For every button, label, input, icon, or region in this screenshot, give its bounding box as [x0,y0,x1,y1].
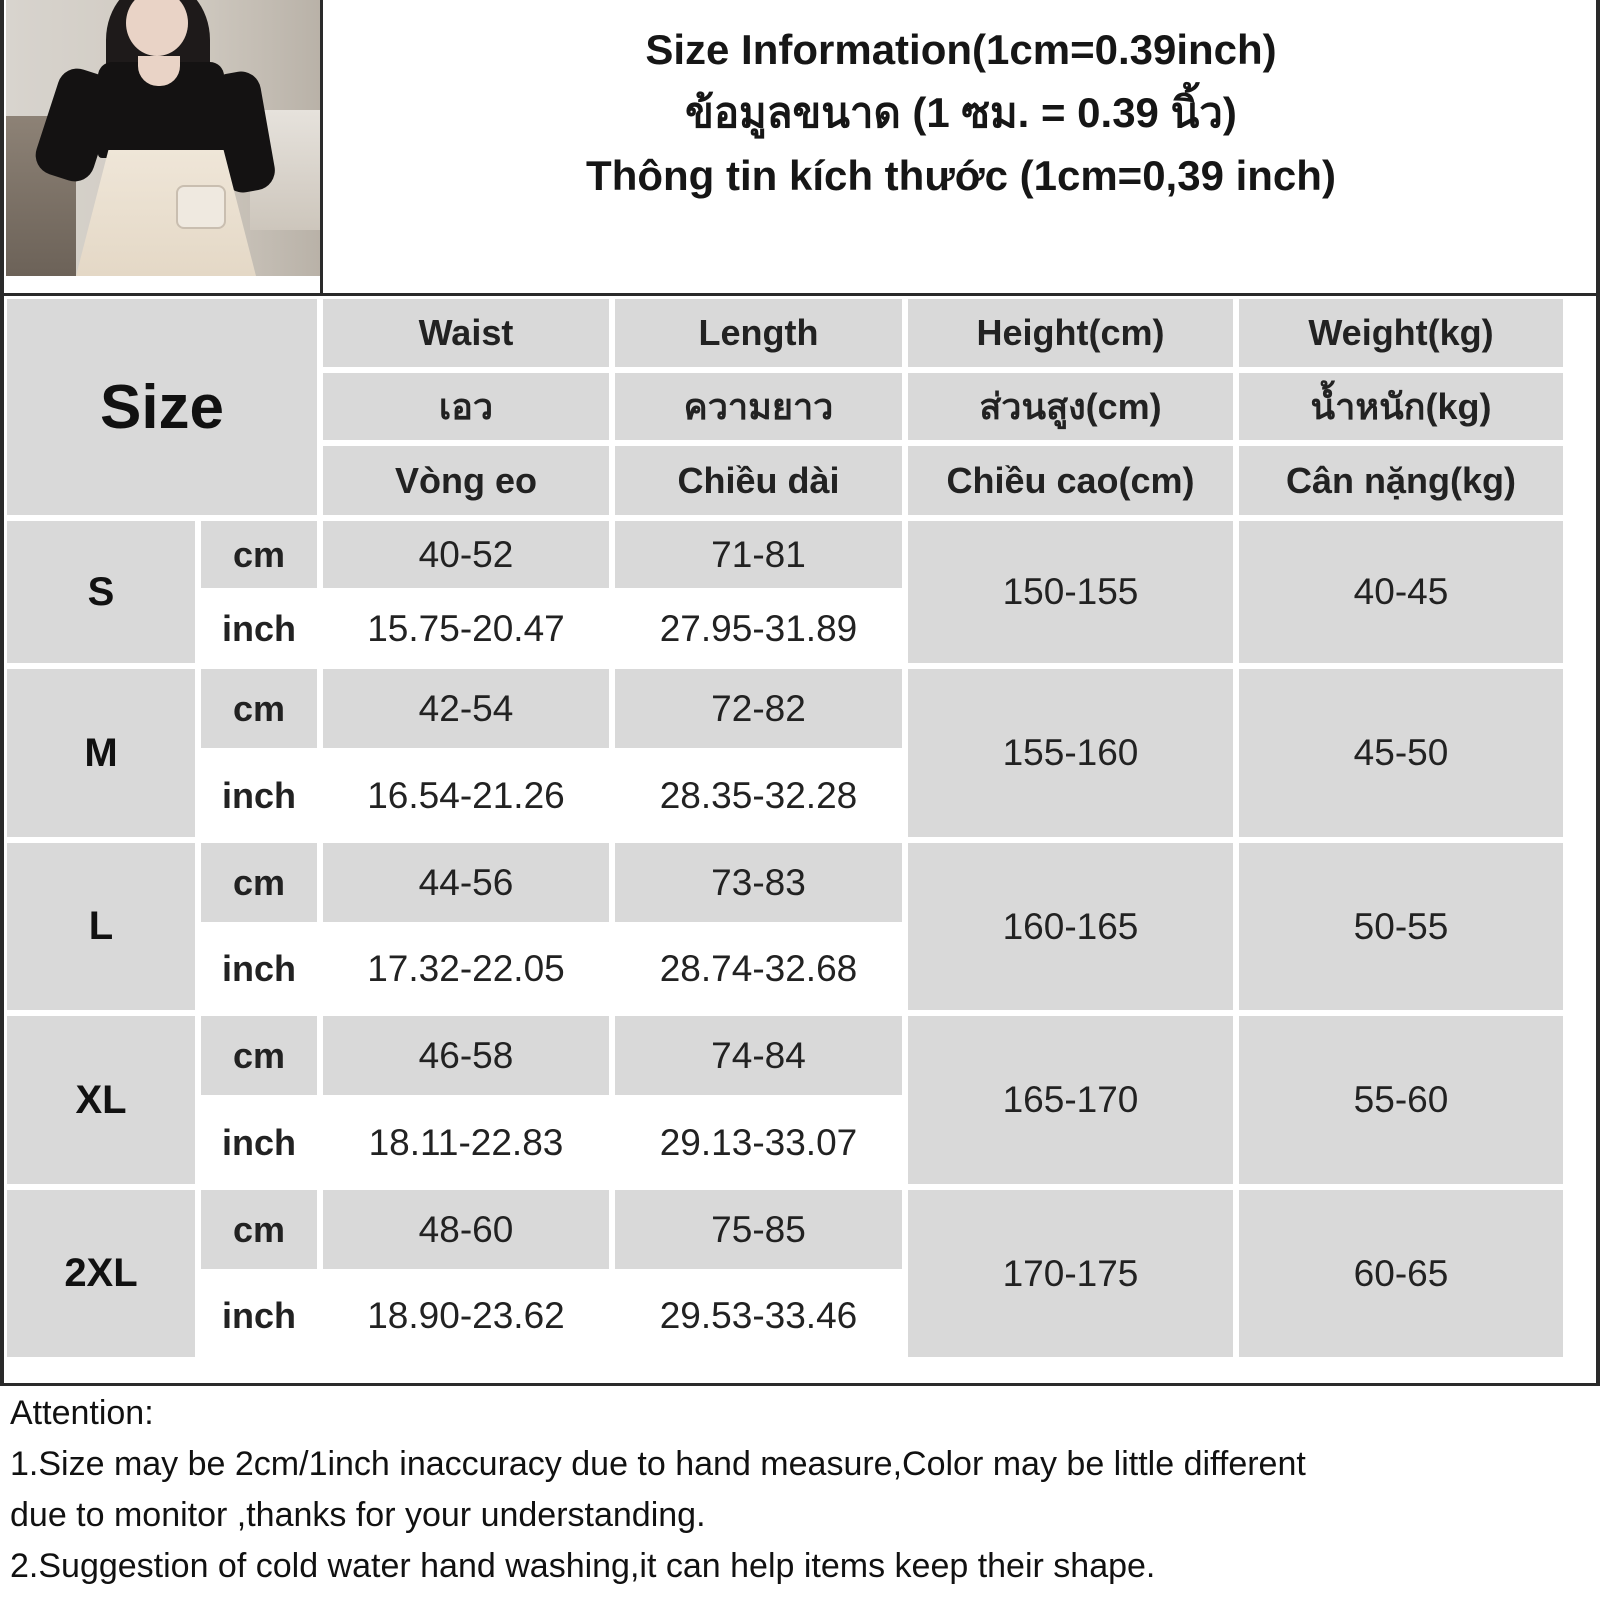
size-header: Size [7,299,317,515]
column-header-th: เอว [323,373,609,440]
column-header-th: ความยาว [615,373,902,440]
size-label: S [7,521,195,663]
length-inch-value: 29.13-33.07 [659,1121,858,1163]
unit-label-cm: cm [201,521,317,588]
height-value: 170-175 [908,1190,1233,1357]
length-cm-value: 72-82 [615,669,902,748]
product-photo [6,0,320,276]
frame-top [0,0,4,1386]
height-value: 165-170 [908,1016,1233,1184]
note-line: 1.Size may be 2cm/1inch inaccuracy due to hand measure,Color may be little different [10,1445,1306,1483]
size-info-title [322,18,1600,207]
unit-label-inch: inch [221,1295,296,1336]
length-inch-value: 27.95-31.89 [659,607,858,649]
unit-label-inch: inch [221,948,296,989]
weight-value: 45-50 [1239,669,1563,837]
length-cm-value: 74-84 [615,1016,902,1095]
unit-label-inch: inch [221,774,296,816]
unit-label-cm: cm [201,1190,317,1269]
waist-cm-value: 42-54 [323,669,609,748]
column-header-th: น้ำหนัก(kg) [1239,373,1563,440]
unit-label-inch: inch [221,1121,296,1163]
notes-divider [0,1383,1600,1386]
column-header-vi: Cân nặng(kg) [1239,446,1563,515]
weight-value: 40-45 [1239,521,1563,663]
waist-cm-value: 46-58 [323,1016,609,1095]
unit-label-cm: cm [201,669,317,748]
unit-label-cm: cm [201,1016,317,1095]
waist-inch-value: 15.75-20.47 [367,607,565,649]
length-cm-value: 73-83 [615,843,902,922]
unit-label-inch: inch [221,607,296,649]
size-label: 2XL [7,1190,195,1357]
waist-cm-value: 44-56 [323,843,609,922]
height-value: 160-165 [908,843,1233,1010]
waist-cm-value: 48-60 [323,1190,609,1269]
weight-value: 55-60 [1239,1016,1563,1184]
waist-inch-value: 18.90-23.62 [367,1295,565,1336]
length-cm-value: 75-85 [615,1190,902,1269]
column-header-en: Waist [323,299,609,367]
note-line: 2.Suggestion of cold water hand washing,it can help items keep their shape. [10,1547,1156,1585]
column-header-th: ส่วนสูง(cm) [908,373,1233,440]
column-header-vi: Chiều cao(cm) [908,446,1233,515]
length-inch-value: 28.74-32.68 [659,948,858,989]
size-label: XL [7,1016,195,1184]
column-header-en: Height(cm) [908,299,1233,367]
column-header-vi: Vòng eo [323,446,609,515]
waist-inch-value: 16.54-21.26 [367,774,565,816]
column-header-vi: Chiều dài [615,446,902,515]
frame-right [1596,0,1600,1386]
size-label: M [7,669,195,837]
waist-cm-value: 40-52 [323,521,609,588]
length-inch-value: 29.53-33.46 [659,1295,858,1336]
length-cm-value: 71-81 [615,521,902,588]
photo-divider [320,0,323,296]
title-line-th: ข้อมูลขนาด (1 ซม. = 0.39 นิ้ว) [685,89,1237,136]
title-line-en: Size Information(1cm=0.39inch) [645,26,1277,73]
title-divider [0,293,1600,296]
waist-inch-value: 18.11-22.83 [368,1121,564,1163]
weight-value: 50-55 [1239,843,1563,1010]
height-value: 150-155 [908,521,1233,663]
height-value: 155-160 [908,669,1233,837]
column-header-en: Weight(kg) [1239,299,1563,367]
size-label: L [7,843,195,1010]
attention-notes [10,1388,1590,1592]
title-line-vi: Thông tin kích thước (1cm=0,39 inch) [586,152,1336,199]
note-line: due to monitor ,thanks for your understanding. [10,1496,706,1534]
column-header-en: Length [615,299,902,367]
unit-label-cm: cm [201,843,317,922]
notes-heading: Attention: [10,1394,154,1432]
waist-inch-value: 17.32-22.05 [367,948,565,989]
length-inch-value: 28.35-32.28 [659,774,858,816]
weight-value: 60-65 [1239,1190,1563,1357]
